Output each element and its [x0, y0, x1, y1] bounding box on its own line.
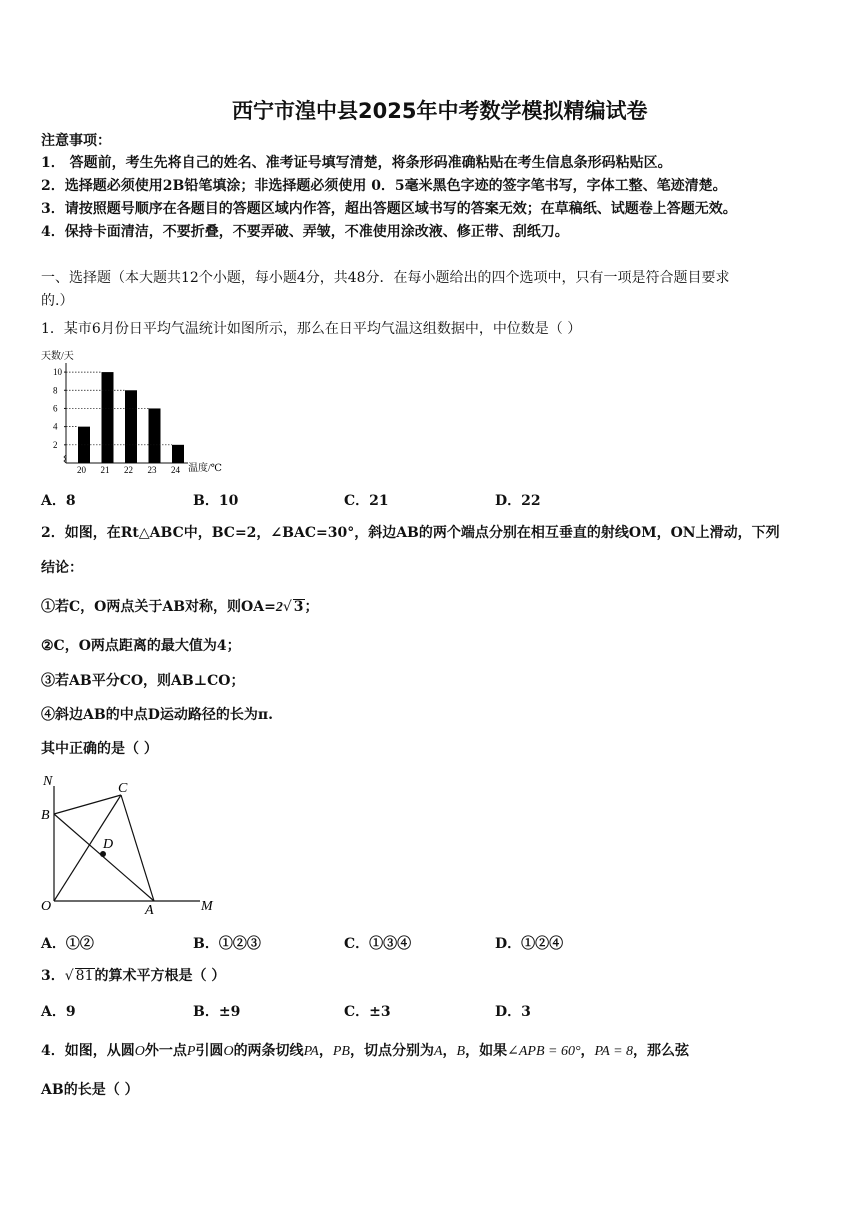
label-d: D — [103, 837, 114, 852]
question-2-stem-cont: 结论： — [41, 560, 83, 576]
q2-option-a[interactable]: A．①② — [41, 936, 94, 952]
notice-item: 2．选择题必须使用2B铅笔填涂；非选择题必须使用 0．5毫米黑色字迹的签字笔书写，字体工整、笔迹清楚。 — [41, 178, 727, 194]
label-a: A — [145, 903, 154, 918]
y-tick-label: 10 — [53, 367, 62, 378]
section-heading: 一、选择题（本大题共12个小题，每小题4分，共48分．在每小题给出的四个选项中，只有一项是符合题目要求 — [41, 270, 730, 286]
q3-option-b[interactable]: B．±9 — [193, 1004, 241, 1020]
chart-y-axis-label: 天数/天 — [41, 351, 74, 362]
bar-21 — [102, 372, 114, 463]
q1-option-b[interactable]: B．10 — [193, 493, 239, 509]
label-b: B — [41, 808, 50, 823]
q3-option-c[interactable]: C．±3 — [344, 1004, 391, 1020]
x-tick-label: 20 — [77, 465, 86, 475]
notice-heading: 注意事项： — [41, 133, 111, 149]
q3-option-a[interactable]: A．9 — [41, 1004, 76, 1020]
y-tick-label: 2 — [53, 439, 58, 450]
q1-option-a[interactable]: A．8 — [41, 493, 76, 509]
question-4-stem-cont: AB的长是（ ） — [41, 1082, 139, 1098]
q2-ask: 其中正确的是（ ） — [41, 741, 158, 757]
chart-x-axis-label: 温度/℃ — [188, 463, 222, 474]
x-tick-label: 22 — [124, 465, 133, 475]
q2-option-b[interactable]: B．①②③ — [193, 936, 261, 952]
notice-item: 1． 答题前，考生先将自己的姓名、准考证号填写清楚，将条形码准确粘贴在考生信息条形码粘贴区。 — [41, 155, 672, 171]
bar-22 — [125, 390, 137, 463]
bar-24 — [172, 445, 184, 463]
segment-ab — [54, 814, 154, 901]
q2-option-d[interactable]: D．①②④ — [495, 936, 564, 952]
q2-option-c[interactable]: C．①③④ — [344, 936, 412, 952]
y-tick-label: 8 — [53, 385, 58, 396]
y-tick-label: 4 — [53, 421, 58, 432]
x-tick-label: 23 — [147, 465, 157, 475]
label-m: M — [201, 899, 213, 914]
question-3-stem: 3．√ 81的算术平方根是（ ） — [41, 968, 226, 984]
q2-statement-3: ③若AB平分CO，则AB⊥CO； — [41, 673, 245, 689]
q1-option-d[interactable]: D．22 — [495, 493, 541, 509]
section-heading-cont: 的.） — [41, 293, 74, 309]
q3-option-d[interactable]: D．3 — [495, 1004, 531, 1020]
label-n: N — [43, 774, 53, 789]
q2-statement-4: ④斜边AB的中点D运动路径的长为π. — [41, 707, 273, 723]
label-c: C — [118, 781, 128, 796]
question-2-stem: 2．如图，在Rt△ABC中，BC=2，∠BAC=30°，斜边AB的两个端点分别在相互垂直的射线OM，ON上滑动，下列 — [41, 525, 780, 541]
x-tick-label: 24 — [171, 465, 180, 475]
bar-23 — [149, 408, 161, 463]
y-tick-label: 6 — [53, 403, 58, 414]
question-4-stem: 4．如图，从圆O外一点P引圆O的两条切线PA，PB，切点分别为A，B，如果∠APB = 60°，PA = 8，那么弦 — [41, 1043, 690, 1059]
temperature-bar-chart — [38, 347, 228, 475]
q2-geometry-figure — [38, 770, 223, 918]
segment-ca — [121, 795, 154, 901]
page-title: 西宁市湟中县2025年中考数学模拟精编试卷 — [232, 99, 648, 123]
notice-item: 4．保持卡面清洁，不要折叠，不要弄破、弄皱，不准使用涂改液、修正带、刮纸刀。 — [41, 224, 569, 240]
q1-option-c[interactable]: C．21 — [344, 493, 389, 509]
q2-statement-1: ①若C，O两点关于AB对称，则OA=2√ 3； — [41, 599, 319, 615]
label-o: O — [41, 899, 52, 914]
q2-statement-2: ②C，O两点距离的最大值为4； — [41, 638, 241, 654]
x-tick-label: 21 — [100, 465, 110, 475]
notice-item: 3．请按照题号顺序在各题目的答题区域内作答，超出答题区域书写的答案无效；在草稿纸、试题卷上答题无效。 — [41, 201, 737, 217]
question-1-stem: 1．某市6月份日平均气温统计如图所示，那么在日平均气温这组数据中，中位数是（ ） — [41, 321, 582, 337]
